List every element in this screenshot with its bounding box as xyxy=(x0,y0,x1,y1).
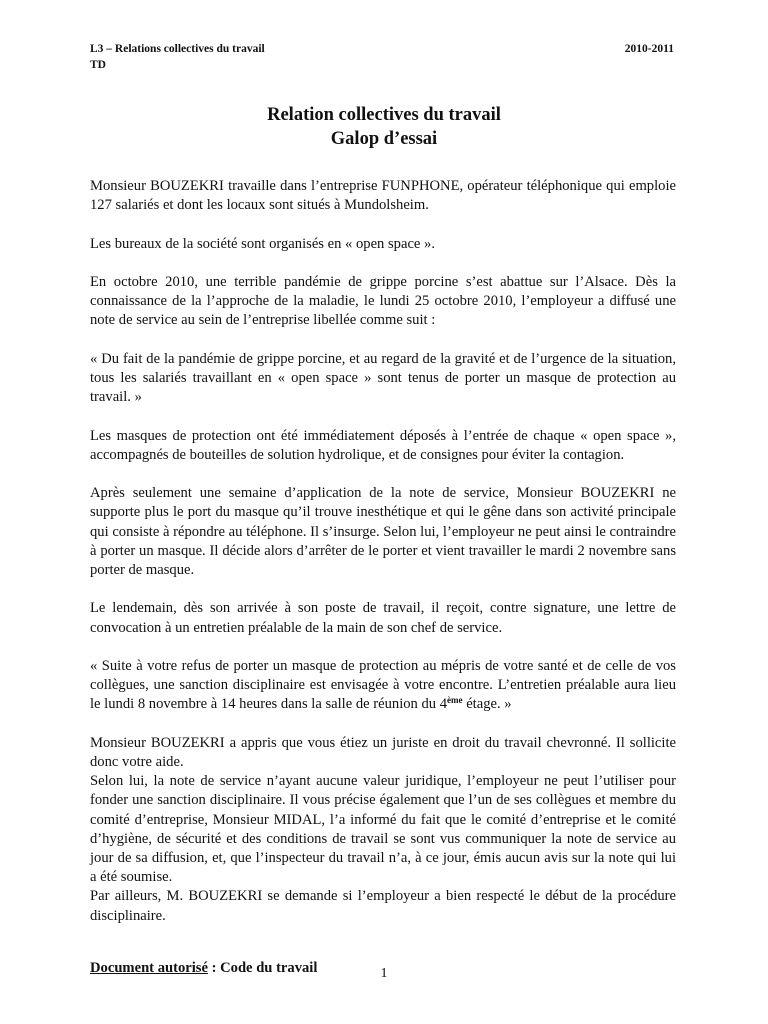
page-number: 1 xyxy=(380,966,388,981)
paragraph-procedure: Par ailleurs, M. BOUZEKRI se demande si l’employeur a bien respecté le début de la procédure disciplinaire. xyxy=(90,888,676,924)
title-line-1: Relation collectives du travail xyxy=(267,105,501,125)
allowed-document-label: Document autorisé xyxy=(90,959,208,976)
paragraph-masks: Les masques de protection ont été immédiatement déposés à l’entrée de chaque « open space », accompagnés de bouteilles de solution hydrolique, et de consignes pour éviter la contagion. xyxy=(90,427,676,463)
quote-convocation-letter xyxy=(90,657,676,715)
paragraph-jurist: Monsieur BOUZEKRI a appris que vous étiez un juriste en droit du travail chevronné. Il sollicite donc votre aide. xyxy=(90,734,676,770)
quote-end: étage. » xyxy=(462,696,512,713)
paragraph-refusal: Après seulement une semaine d’application de la note de service, Monsieur BOUZEKRI ne supporte plus le port du masque qu’il trouve inesthétique et qui le gêne dans son activité principale qui consiste à répondre au téléphone. Il s’insurge. Selon lui, l’employeur ne peut ainsi le contraindre à porter un masque. Il décide alors d’arrêter de le porter et vient travailler le mardi 2 novembre sans porter de masque. xyxy=(90,485,676,578)
document-title xyxy=(0,103,768,151)
page-header xyxy=(90,41,674,73)
paragraph-offices: Les bureaux de la société sont organisés en « open space ». xyxy=(90,235,436,252)
paragraph-convocation: Le lendemain, dès son arrivée à son poste de travail, il reçoit, contre signature, une lettre de convocation à un entretien préalable de la main de son chef de service. xyxy=(90,600,676,636)
allowed-document-value: : Code du travail xyxy=(207,959,318,976)
academic-year: 2010-2011 xyxy=(624,43,674,55)
paragraph-intro: Monsieur BOUZEKRI travaille dans l’entreprise FUNPHONE, opérateur téléphonique qui emploie 127 salariés et dont les locaux sont situés à Mundolsheim. xyxy=(90,178,676,214)
ordinal-suffix: ème xyxy=(447,695,463,706)
document-body xyxy=(90,177,676,997)
document-type: TD xyxy=(90,59,106,71)
course-name: L3 – Relations collectives du travail xyxy=(90,43,265,55)
quote-service-note: « Du fait de la pandémie de grippe porcine, et au regard de la gravité et de l’urgence de la situation, tous les salariés travaillant en « open space » sont tenus de porter un masque de protection au travail. » xyxy=(90,350,676,406)
title-line-2: Galop d’essai xyxy=(330,129,438,149)
paragraph-arguments: Selon lui, la note de service n’ayant aucune valeur juridique, l’employeur ne peut l’utiliser pour fonder une sanction disciplinaire. Il vous précise également que l’un de ses collègues et membre du comité d’entreprise, Monsieur MIDAL, l’a informé du fait que le comité d’entreprise et le comité d’hygiène, de sécurité et des conditions de travail se sont vus communiquer la note de service au jour de sa diffusion, et, que l’inspecteur du travail n’a, à ce jour, émis aucun avis sur la note qui lui a été soumise. xyxy=(90,773,676,886)
paragraph-pandemic: En octobre 2010, une terrible pandémie de grippe porcine s’est abattue sur l’Alsace. Dès la connaissance de la l’approche de la maladie, le lundi 25 octobre 2010, l’employeur a diffusé une note de service au sein de l’entreprise libellée comme suit : xyxy=(90,273,676,329)
quote-text: « Suite à votre refus de porter un masque de protection au mépris de votre santé et de celle de vos collègues, une sanction disciplinaire est envisagée à votre encontre. L’entretien préalable aura lieu le lundi 8 novembre à 14 heures dans la salle de réunion du 4 xyxy=(90,657,676,713)
